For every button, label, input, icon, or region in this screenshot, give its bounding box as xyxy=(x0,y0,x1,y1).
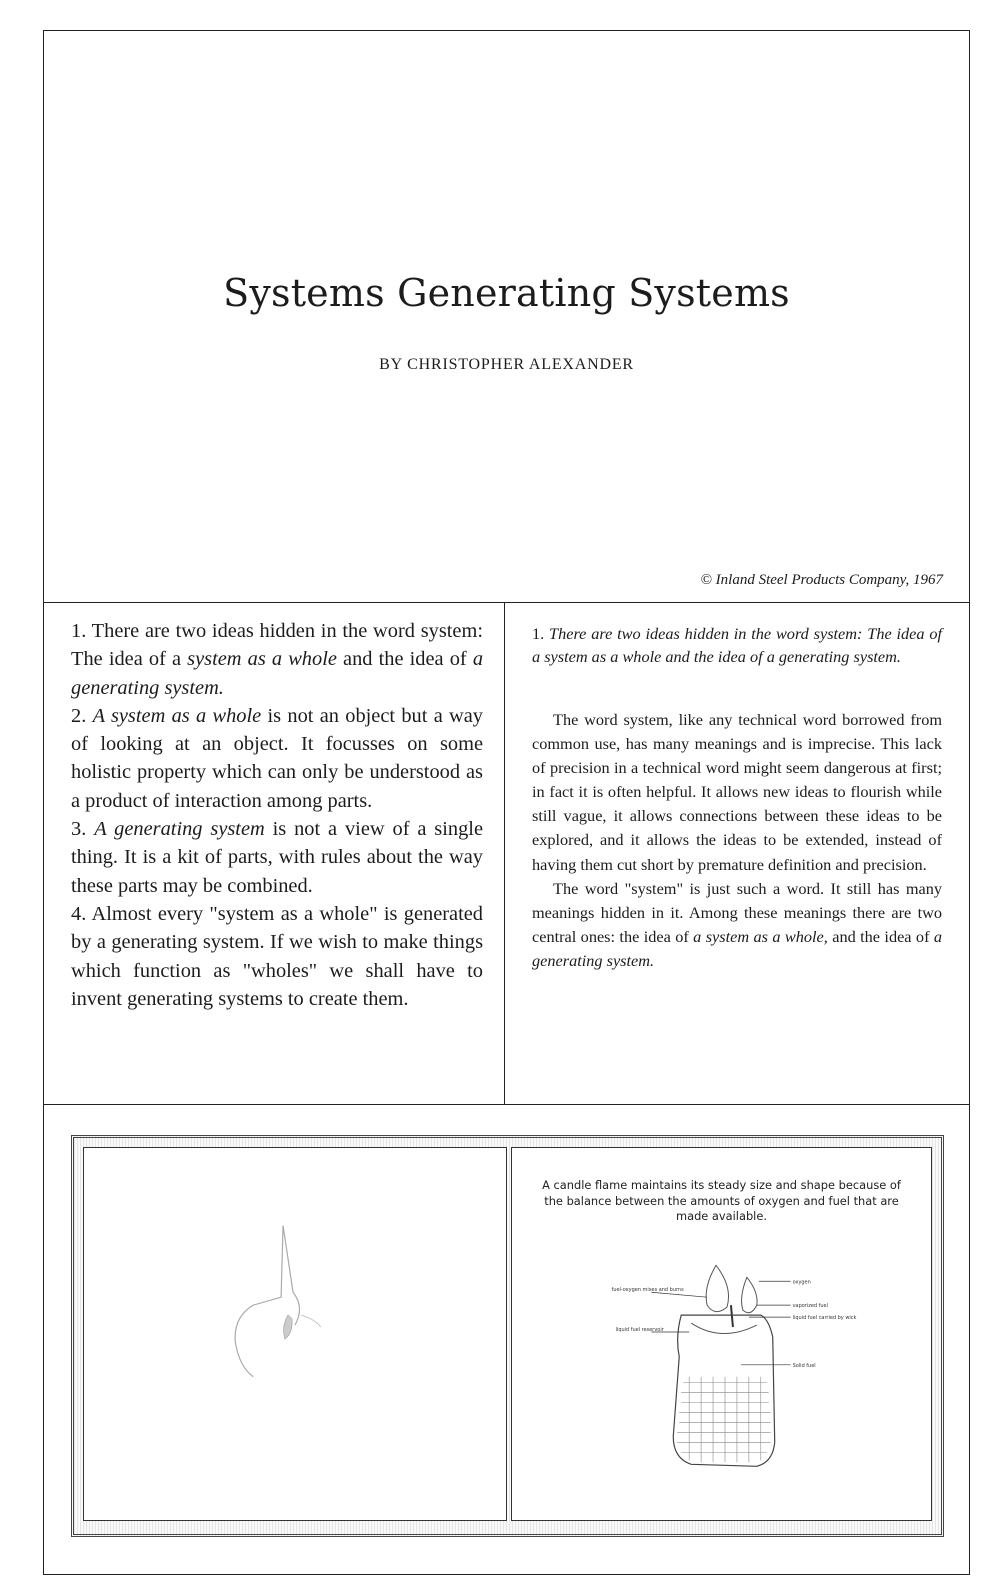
summary-point-2: 2. A system as a whole is not an object but a way of looking at an object. It focusses on some holistic property which can only be understood as a product of interaction among parts. xyxy=(71,704,483,812)
figure-frame xyxy=(71,1135,944,1537)
sketch-panel xyxy=(83,1147,507,1521)
candle-panel xyxy=(511,1147,932,1521)
label-liquid-fuel-reservoir: liquid fuel reservoir xyxy=(615,1327,664,1334)
label-fuel-oxygen: fuel-oxygen mixes and burns xyxy=(611,1287,684,1294)
summary-point-3: 3. A generating system is not a view of a single thing. It is a kit of parts, with rules about the way these parts may be combined. xyxy=(71,818,483,897)
summary-column xyxy=(44,603,505,1104)
discussion-paragraph-1: The word system, like any technical word borrowed from common use, has many meanings and is imprecise. This lack of precision in a technical word might seem dangerous at first; in fact it is often helpful. It allows new ideas to flourish while still vague, it allows connections between these ideas to be explored, and it allows the ideas to be extended, instead of having them cut short by premature definition and precision. xyxy=(532,710,942,874)
copyright-notice: © Inland Steel Products Company, 1967 xyxy=(700,572,943,588)
article-title: Systems Generating Systems xyxy=(223,271,790,315)
discussion-body xyxy=(532,622,942,973)
title-section xyxy=(44,31,969,603)
discussion-column xyxy=(505,603,969,1104)
byline: BY CHRISTOPHER ALEXANDER xyxy=(379,356,634,373)
page-frame xyxy=(43,30,970,1575)
figure-caption: A candle flame maintains its steady size and shape because of the balance between the amounts of oxygen and fuel that are made available. xyxy=(542,1178,901,1223)
summary-point-4: 4. Almost every "system as a whole" is generated by a generating system. If we wish to make things which function as "wholes" we shall have to invent generating systems to create them. xyxy=(71,902,483,1010)
summary-point-1: 1. There are two ideas hidden in the word system: The idea of a system as a whole and the idea of a generating system. xyxy=(71,620,484,699)
label-oxygen: oxygen xyxy=(792,1279,811,1286)
discussion-lead: 1. There are two ideas hidden in the word system: The idea of a system as a whole and the idea of a generating system. xyxy=(532,624,943,666)
label-solid-fuel: Solid fuel xyxy=(792,1362,816,1369)
discussion-text xyxy=(532,708,942,973)
summary-list xyxy=(71,617,483,1013)
text-columns xyxy=(44,603,969,1105)
figure-section xyxy=(44,1105,969,1575)
candle-sketch-illustration xyxy=(84,1148,506,1520)
label-liquid-fuel-wick: liquid fuel carried by wick xyxy=(792,1315,857,1322)
label-vaporized-fuel: vaporized fuel xyxy=(792,1303,828,1310)
discussion-paragraph-2: The word "system" is just such a word. It still has many meanings hidden in it. Among these meanings there are two central ones: the idea of a system as a whole, and the idea of a generating system. xyxy=(532,878,943,970)
candle-flame-diagram xyxy=(512,1148,931,1520)
